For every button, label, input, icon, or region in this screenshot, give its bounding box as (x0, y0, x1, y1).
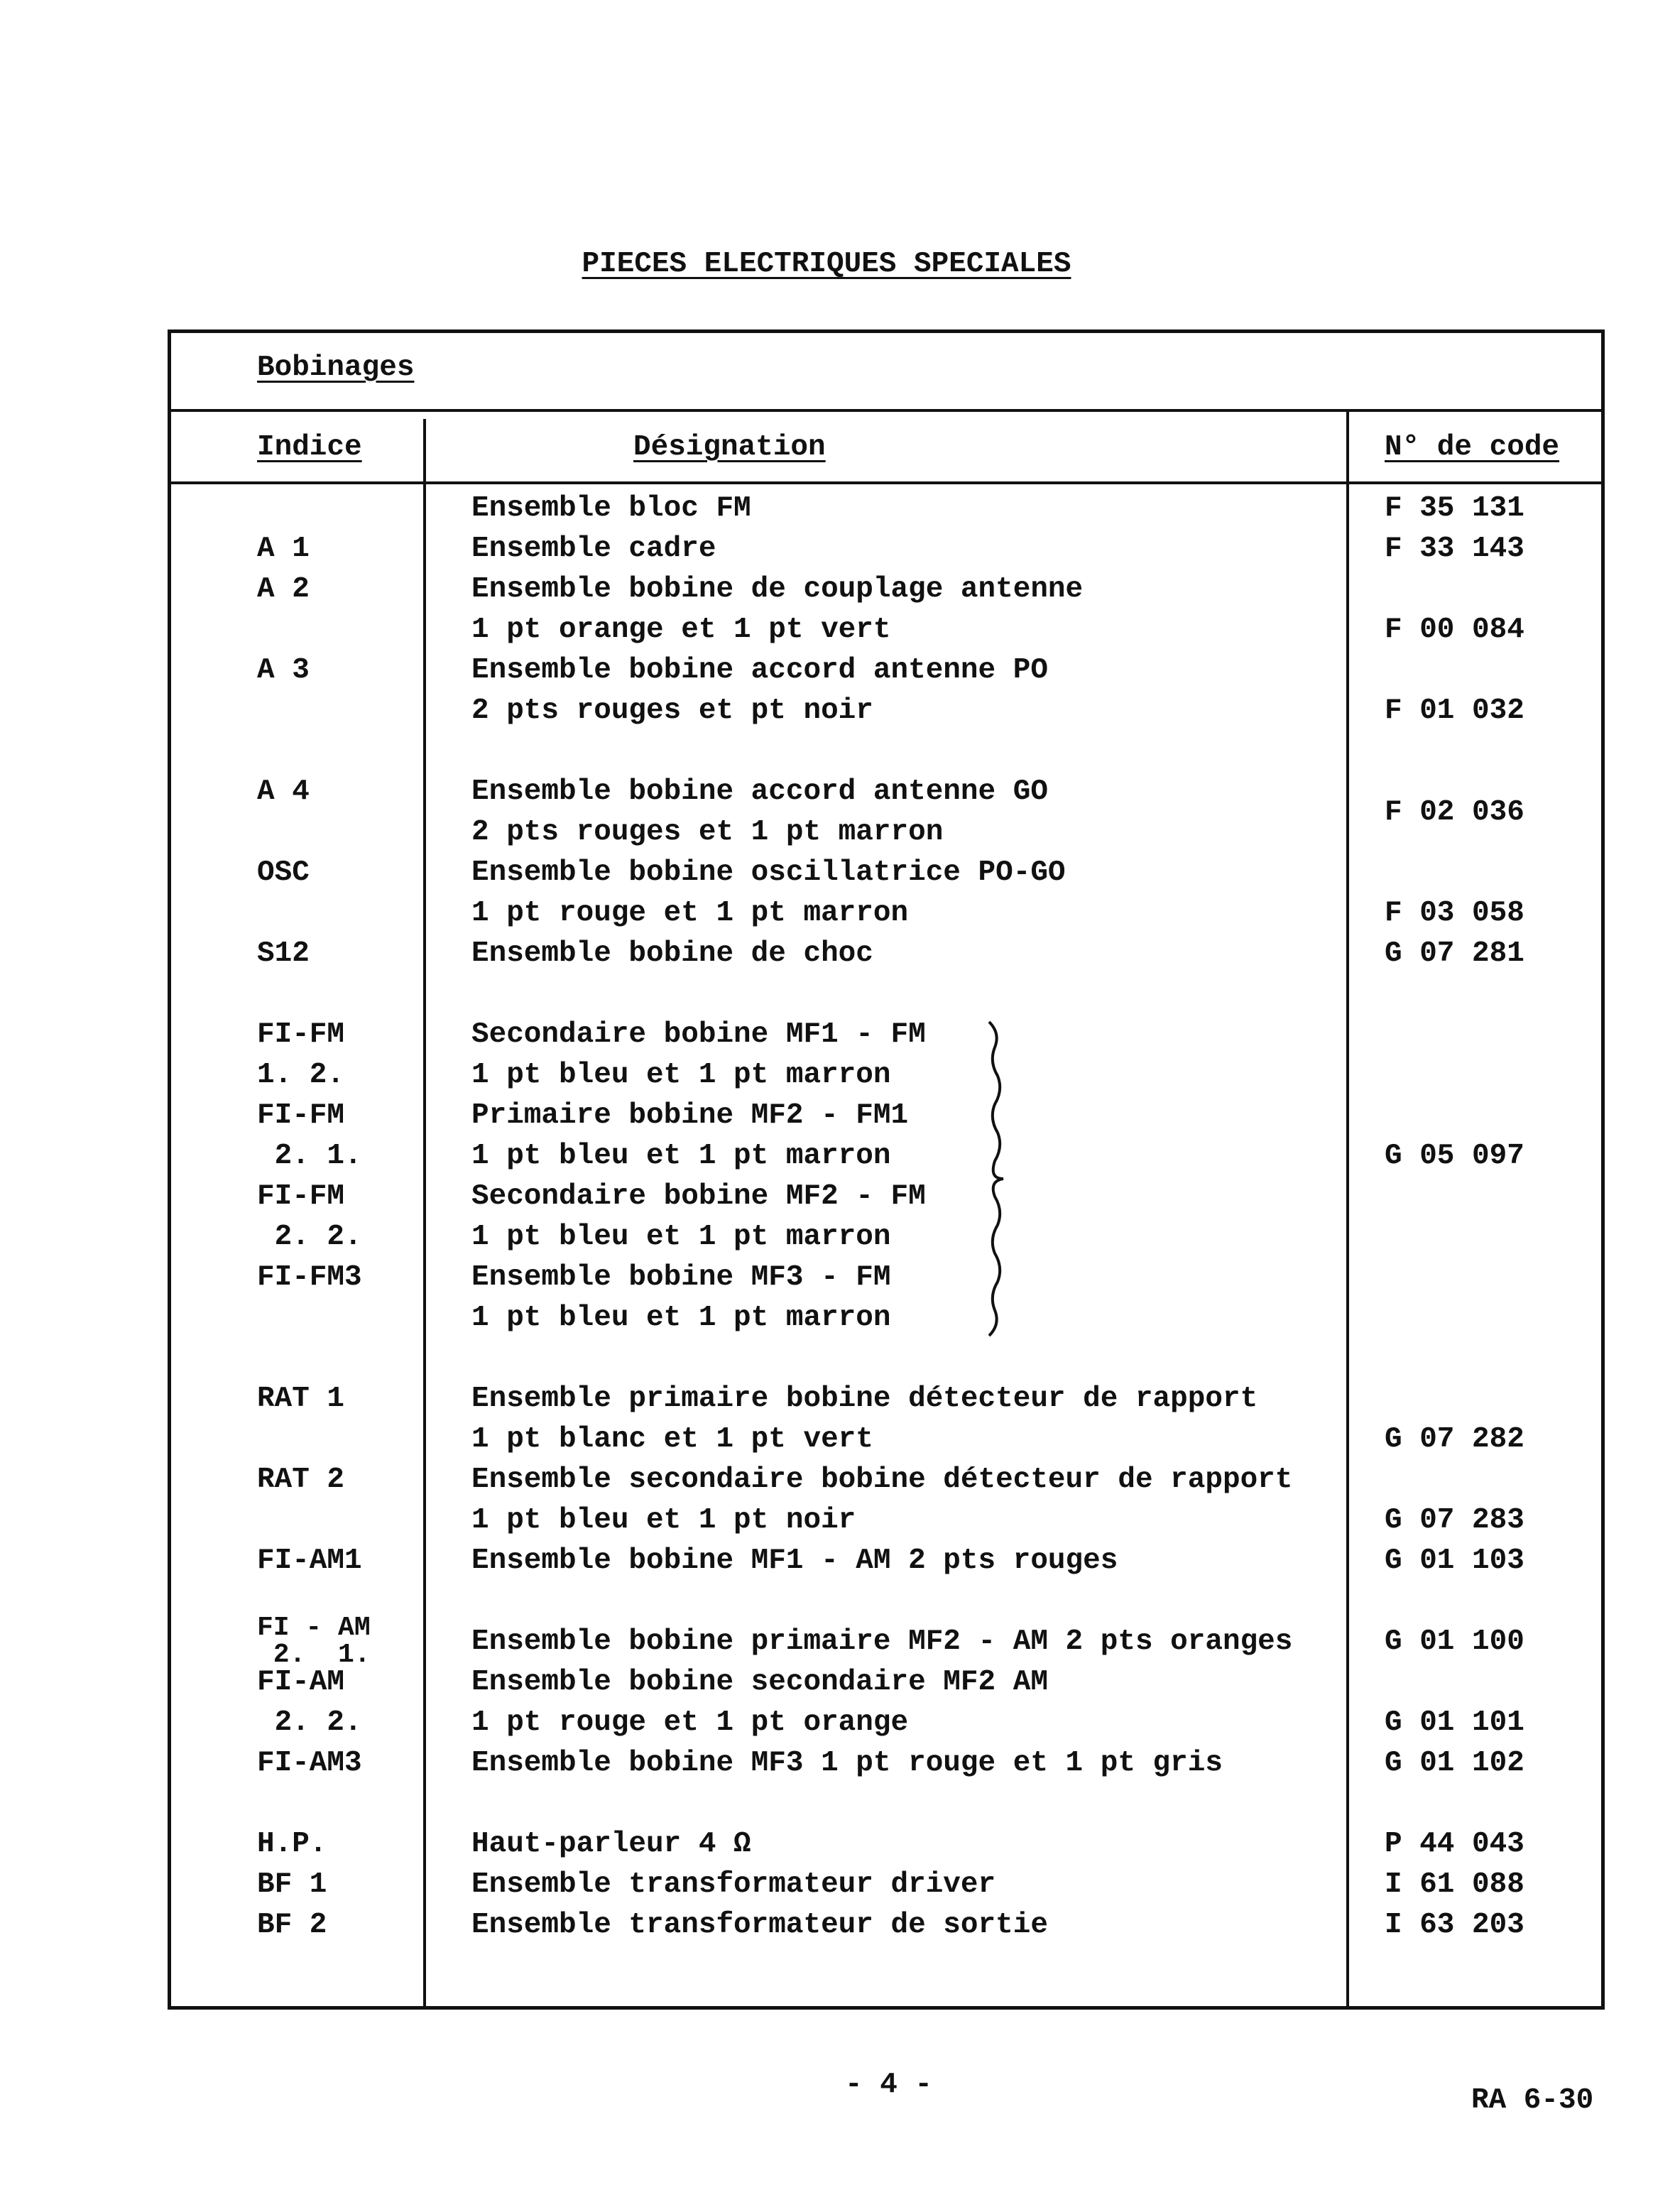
row-indice: 1. 2. (257, 1059, 345, 1091)
row-designation: 1 pt bleu et 1 pt noir (471, 1504, 856, 1537)
row-indice: FI-FM (257, 1099, 345, 1132)
row-designation: Ensemble bobine accord antenne GO (471, 775, 1048, 808)
row-indice: OSC (257, 856, 310, 889)
row-designation: Ensemble bobine de couplage antenne (471, 573, 1084, 606)
row-indice: FI-AM1 (257, 1544, 362, 1577)
row-designation: Secondaire bobine MF1 - FM (471, 1018, 926, 1051)
row-designation: 1 pt bleu et 1 pt marron (471, 1302, 891, 1334)
row-designation: Ensemble bobine MF1 - AM 2 pts rouges (471, 1544, 1118, 1577)
row-indice: FI-AM3 (257, 1747, 362, 1780)
row-designation: Ensemble transformateur driver (471, 1868, 996, 1901)
row-code: F 00 084 (1385, 614, 1524, 646)
row-designation: Ensemble bobine de choc (471, 937, 873, 970)
row-code: G 05 097 (1385, 1140, 1524, 1172)
page-title: PIECES ELECTRIQUES SPECIALES (582, 248, 1071, 280)
row-indice: RAT 1 (257, 1383, 345, 1415)
row-designation: Ensemble bobine oscillatrice PO-GO (471, 856, 1066, 889)
section-divider (170, 409, 1605, 412)
column-divider-1 (423, 419, 426, 2010)
row-designation: 1 pt orange et 1 pt vert (471, 614, 891, 646)
row-designation: 1 pt blanc et 1 pt vert (471, 1423, 873, 1456)
row-code: F 33 143 (1385, 533, 1524, 565)
row-code: G 01 102 (1385, 1747, 1524, 1780)
row-designation: 1 pt bleu et 1 pt marron (471, 1059, 891, 1091)
row-indice: FI-FM (257, 1180, 345, 1213)
row-designation: 1 pt rouge et 1 pt orange (471, 1706, 909, 1739)
row-indice: FI-FM (257, 1018, 345, 1051)
row-indice: A 2 (257, 573, 310, 606)
row-code: G 01 101 (1385, 1706, 1524, 1739)
row-indice: H.P. (257, 1828, 327, 1860)
row-designation: Ensemble transformateur de sortie (471, 1909, 1048, 1941)
page-number: - 4 - (845, 2069, 933, 2101)
row-indice: RAT 2 (257, 1464, 345, 1496)
header-designation: Désignation (633, 431, 826, 464)
row-designation: Primaire bobine MF2 - FM1 (471, 1099, 909, 1132)
row-designation: Secondaire bobine MF2 - FM (471, 1180, 926, 1213)
row-code: G 07 281 (1385, 937, 1524, 970)
row-designation: Ensemble cadre (471, 533, 716, 565)
row-designation: Ensemble bloc FM (471, 492, 751, 525)
row-designation: 1 pt bleu et 1 pt marron (471, 1221, 891, 1253)
row-indice: 2. 2. (257, 1221, 362, 1253)
row-indice: A 4 (257, 775, 310, 808)
row-code: F 35 131 (1385, 492, 1524, 525)
row-designation: Ensemble bobine MF3 - FM (471, 1261, 891, 1294)
row-designation: Ensemble secondaire bobine détecteur de rapport (471, 1464, 1293, 1496)
row-designation: 1 pt rouge et 1 pt marron (471, 897, 909, 930)
row-designation: 2 pts rouges et 1 pt marron (471, 816, 944, 849)
row-code: G 01 103 (1385, 1544, 1524, 1577)
row-designation: Haut-parleur 4 Ω (471, 1828, 751, 1860)
row-indice: FI-AM (257, 1666, 345, 1699)
row-indice: A 3 (257, 654, 310, 687)
row-designation: 2 pts rouges et pt noir (471, 694, 873, 727)
row-code: I 61 088 (1385, 1868, 1524, 1901)
row-code: G 07 283 (1385, 1504, 1524, 1537)
row-indice: FI - AM 2. 1. (257, 1613, 371, 1670)
row-code: F 02 036 (1385, 796, 1524, 829)
section-heading: Bobinages (257, 352, 415, 384)
row-designation: 1 pt bleu et 1 pt marron (471, 1140, 891, 1172)
row-code: F 01 032 (1385, 694, 1524, 727)
row-designation: Ensemble bobine accord antenne PO (471, 654, 1048, 687)
row-indice: 2. 2. (257, 1706, 362, 1739)
row-indice: S12 (257, 937, 310, 970)
row-indice: BF 1 (257, 1868, 327, 1901)
row-code: P 44 043 (1385, 1828, 1524, 1860)
row-indice: A 1 (257, 533, 310, 565)
document-reference: RA 6-30 (1471, 2084, 1594, 2117)
row-code: G 07 282 (1385, 1423, 1524, 1456)
row-code: G 01 100 (1385, 1625, 1524, 1658)
row-designation: Ensemble primaire bobine détecteur de rapport (471, 1383, 1258, 1415)
row-indice: BF 2 (257, 1909, 327, 1941)
brace-icon (983, 1019, 1012, 1339)
row-designation: Ensemble bobine primaire MF2 - AM 2 pts oranges (471, 1625, 1293, 1658)
header-divider (170, 481, 1605, 484)
row-designation: Ensemble bobine MF3 1 pt rouge et 1 pt gris (471, 1747, 1223, 1780)
header-code: N° de code (1385, 431, 1560, 464)
row-code: I 63 203 (1385, 1909, 1524, 1941)
row-designation: Ensemble bobine secondaire MF2 AM (471, 1666, 1048, 1699)
row-indice: 2. 1. (257, 1140, 362, 1172)
row-indice: FI-FM3 (257, 1261, 362, 1294)
column-divider-2 (1346, 412, 1349, 2010)
header-indice: Indice (257, 431, 362, 464)
row-code: F 03 058 (1385, 897, 1524, 930)
